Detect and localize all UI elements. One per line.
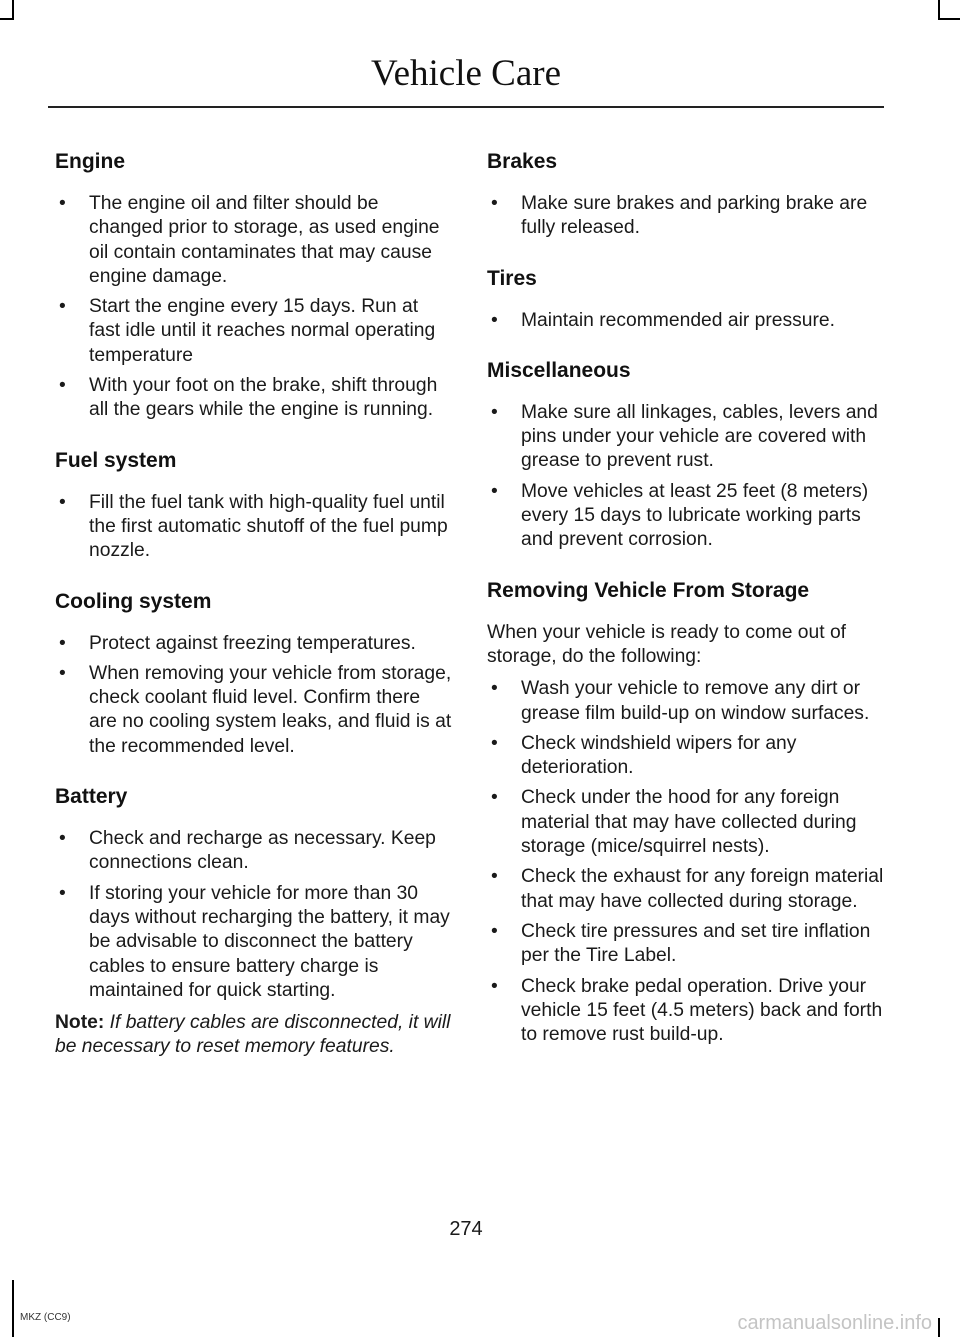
bullet-list: [487, 677, 885, 1047]
bullet-list: [55, 192, 453, 423]
list-item: • When removing your vehicle from storage, check coolant fluid level. Confirm there are no cooling system leaks, and fluid is at the recommended level.: [55, 662, 453, 759]
list-item: • Check under the hood for any foreign material that may have collected during storage (mice/squirrel nests).: [487, 786, 885, 859]
list-item: • Check and recharge as necessary. Keep connections clean.: [55, 827, 453, 876]
section-heading: Cooling system: [55, 589, 212, 613]
bullet-list: [487, 192, 885, 241]
page-header-title: Vehicle Care: [370, 53, 562, 94]
right-column: [487, 146, 885, 1069]
section-heading: Fuel system: [55, 448, 177, 472]
list-item: • Fill the fuel tank with high-quality fuel until the first automatic shutoff of the fuel pump nozzle.: [55, 491, 453, 564]
section-removing-from-storage: [487, 575, 885, 1048]
list-item: • Move vehicles at least 25 feet (8 meters) every 15 days to lubricate working parts and prevent corrosion.: [487, 480, 885, 553]
bullet-list: [487, 309, 885, 333]
section-tires: [487, 263, 885, 333]
note-text: If battery cables are disconnected, it will be necessary to reset memory features.: [55, 1012, 451, 1058]
list-item: • If storing your vehicle for more than 30 days without recharging the battery, it may be advisable to disconnect the battery cables to ensure battery charge is maintained for quick starting.: [55, 882, 453, 1003]
list-item: • With your foot on the brake, shift through all the gears while the engine is running.: [55, 374, 453, 423]
section-brakes: [487, 146, 885, 241]
list-item: • Check tire pressures and set tire inflation per the Tire Label.: [487, 920, 885, 969]
list-item: • Check brake pedal operation. Drive your vehicle 15 feet (4.5 meters) back and forth to remove rust build-up.: [487, 975, 885, 1048]
list-item: • Protect against freezing temperatures.: [55, 632, 453, 656]
section-heading: Engine: [55, 150, 126, 173]
watermark: carmanualsonline.info: [737, 1312, 932, 1334]
footer-model-code: MKZ (CC9): [20, 1312, 71, 1323]
bullet-list: [55, 491, 453, 564]
crop-mark: [12, 0, 14, 20]
crop-mark: [12, 1280, 14, 1337]
crop-mark: [938, 0, 940, 20]
crop-mark: [938, 1318, 940, 1337]
crop-mark: [938, 18, 960, 20]
section-heading: Battery: [55, 785, 128, 809]
section-miscellaneous: [487, 355, 885, 553]
section-heading: Miscellaneous: [487, 358, 631, 382]
list-item: • Check windshield wipers for any deterioration.: [487, 732, 885, 781]
section-fuel-system: [55, 445, 453, 564]
section-battery: [55, 781, 453, 1060]
list-item: • Make sure brakes and parking brake are fully released.: [487, 192, 885, 241]
bullet-list: [55, 827, 453, 1003]
section-engine: [55, 146, 453, 423]
list-item: • Wash your vehicle to remove any dirt or grease film build-up on window surfaces.: [487, 677, 885, 726]
list-item: • Start the engine every 15 days. Run at fast idle until it reaches normal operating temperature: [55, 295, 453, 368]
section-cooling-system: [55, 586, 453, 759]
list-item: • The engine oil and filter should be changed prior to storage, as used engine oil contain contaminates that may cause engine damage.: [55, 192, 453, 289]
section-intro: When your vehicle is ready to come out of storage, do the following:: [487, 621, 847, 667]
bullet-list: [55, 632, 453, 759]
list-item: • Maintain recommended air pressure.: [487, 309, 885, 333]
bullet-list: [487, 401, 885, 553]
section-heading: Removing Vehicle From Storage: [487, 578, 810, 602]
header-divider: [48, 106, 884, 108]
list-item: • Make sure all linkages, cables, levers and pins under your vehicle are covered with grease to prevent rust.: [487, 401, 885, 474]
list-item: • Check the exhaust for any foreign material that may have collected during storage.: [487, 865, 885, 914]
battery-note: [55, 1011, 453, 1060]
note-label: Note:: [55, 1012, 105, 1034]
section-heading: Tires: [487, 266, 537, 290]
section-heading: Brakes: [487, 150, 558, 173]
crop-mark: [0, 18, 14, 20]
left-column: [55, 146, 453, 1068]
page-number: 274: [449, 1218, 483, 1240]
